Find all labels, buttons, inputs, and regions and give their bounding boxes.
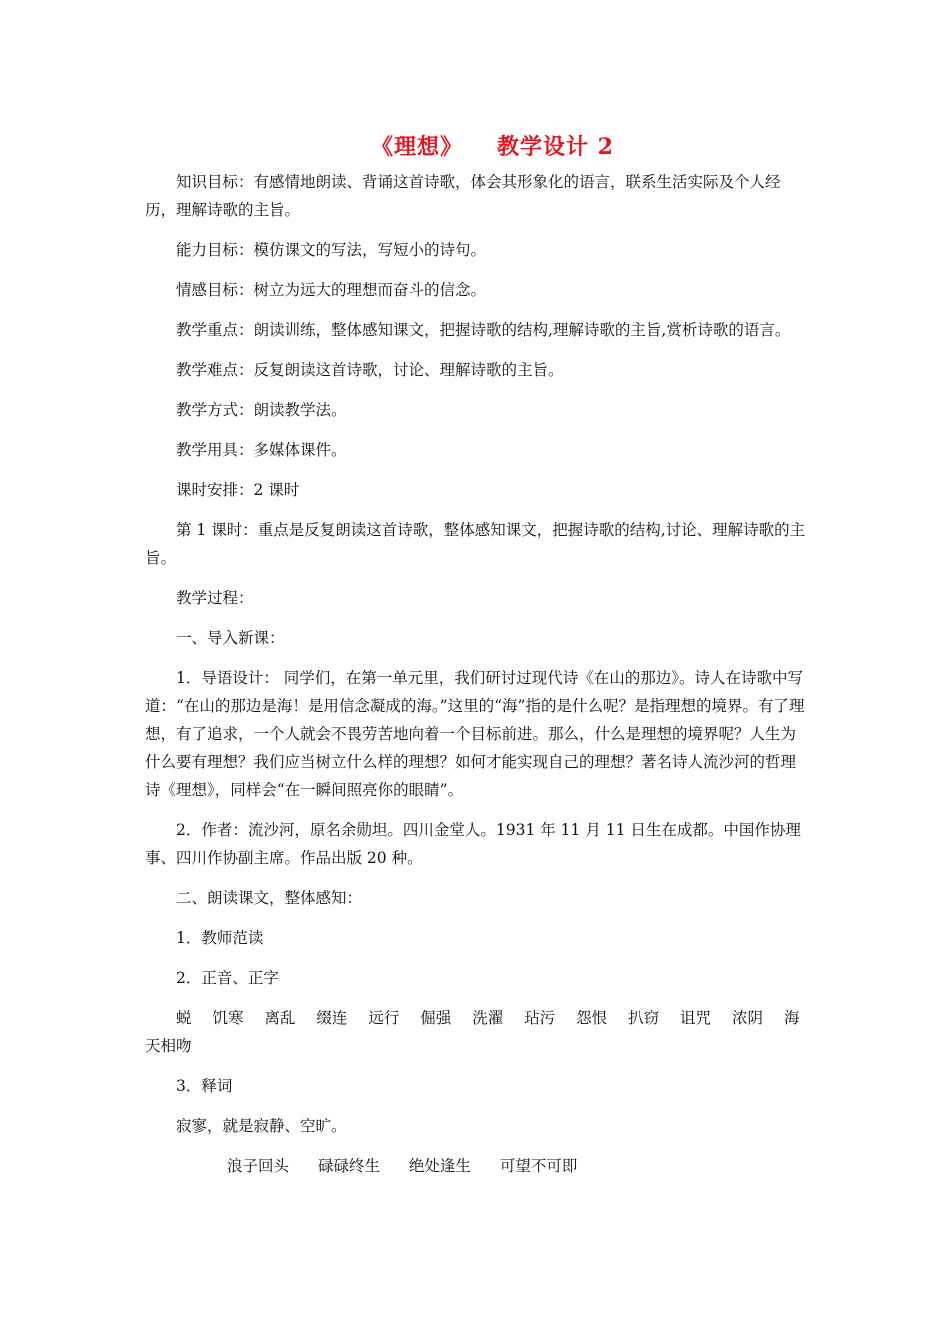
paragraph-key-points: 教学重点：朗读训练，整体感知课文，把握诗歌的结构,理解诗歌的主旨,赏析诗歌的语言。 bbox=[176, 321, 791, 339]
idiom-list bbox=[227, 1152, 810, 1180]
paragraph-pronunciation: 2．正音、正字 bbox=[176, 969, 279, 987]
paragraph-teacher-reading: 1．教师范读 bbox=[176, 929, 264, 947]
title-subtitle: 教学设计 2 bbox=[497, 134, 614, 160]
paragraph-tools: 教学用具：多媒体课件。 bbox=[176, 441, 347, 459]
paragraph-process-heading: 教学过程： bbox=[176, 589, 254, 607]
idiom: 浪子回头 bbox=[227, 1157, 290, 1175]
document-page bbox=[145, 130, 810, 1180]
page-title bbox=[175, 130, 810, 164]
vocab-word: 洗濯 bbox=[472, 1009, 504, 1027]
vocab-word: 远行 bbox=[368, 1009, 400, 1027]
vocab-word: 缀连 bbox=[316, 1009, 348, 1027]
vocab-word: 浓阴 bbox=[731, 1009, 763, 1027]
paragraph-schedule: 课时安排：2 课时 bbox=[176, 481, 300, 499]
vocab-word: 海天相吻 bbox=[145, 1009, 800, 1055]
paragraph-method: 教学方式：朗读教学法。 bbox=[176, 401, 347, 419]
vocab-word: 离乱 bbox=[264, 1009, 296, 1027]
vocab-word-list bbox=[145, 1004, 810, 1060]
vocab-word: 蜕 bbox=[176, 1009, 192, 1027]
paragraph-section-reading: 二、朗读课文，整体感知： bbox=[176, 889, 363, 907]
idiom: 可望不可即 bbox=[499, 1157, 578, 1175]
idiom: 绝处逢生 bbox=[408, 1157, 471, 1175]
paragraph-emotion-goal: 情感目标：树立为远大的理想而奋斗的信念。 bbox=[176, 281, 487, 299]
vocab-word: 怨恨 bbox=[576, 1009, 608, 1027]
idiom: 碌碌终生 bbox=[317, 1157, 380, 1175]
paragraph-word-explanation: 3．释词 bbox=[176, 1077, 233, 1095]
vocab-word: 扒窃 bbox=[628, 1009, 660, 1027]
title-book-name: 《理想》 bbox=[371, 134, 464, 160]
paragraph-lesson-one: 第 1 课时：重点是反复朗读这首诗歌，整体感知课文，把握诗歌的结构,讨论、理解诗歌的主旨。 bbox=[145, 521, 806, 567]
vocab-word: 玷污 bbox=[524, 1009, 556, 1027]
paragraph-knowledge-goal: 知识目标：有感情地朗读、背诵这首诗歌，体会其形象化的语言，联系生活实际及个人经历，理解诗歌的主旨。 bbox=[145, 173, 781, 219]
paragraph-ability-goal: 能力目标：模仿课文的写法，写短小的诗句。 bbox=[176, 241, 487, 259]
paragraph-section-intro: 一、导入新课： bbox=[176, 629, 285, 647]
paragraph-word-meaning: 寂寥，就是寂静、空旷。 bbox=[176, 1117, 347, 1135]
vocab-word: 倔强 bbox=[420, 1009, 452, 1027]
paragraph-author: 2．作者：流沙河，原名余勋坦。四川金堂人。1931 年 11 月 11 日生在成都。中国作协理事、四川作协副主席。作品出版 20 种。 bbox=[145, 821, 801, 867]
paragraph-difficulties: 教学难点：反复朗读这首诗歌，讨论、理解诗歌的主旨。 bbox=[176, 361, 564, 379]
vocab-word: 诅咒 bbox=[680, 1009, 712, 1027]
paragraph-lead-in: 1．导语设计： 同学们，在第一单元里，我们研讨过现代诗《在山的那边》。诗人在诗歌中写道：“在山的那边是海！是用信念凝成的海。”这里的“海”指的是什么呢？是指理想的境界。有了理想，有了追求，一个人就会不畏劳苦地向着一个目标前进。那么，什么是理想的境界呢？人生为什么要有理想？我们应当树立什么样的理想？如何才能实现自己的理想？著名诗人流沙河的哲理诗《理想》，同样会“在一瞬间照亮你的眼睛”。 bbox=[145, 669, 805, 799]
vocab-word: 饥寒 bbox=[212, 1009, 244, 1027]
